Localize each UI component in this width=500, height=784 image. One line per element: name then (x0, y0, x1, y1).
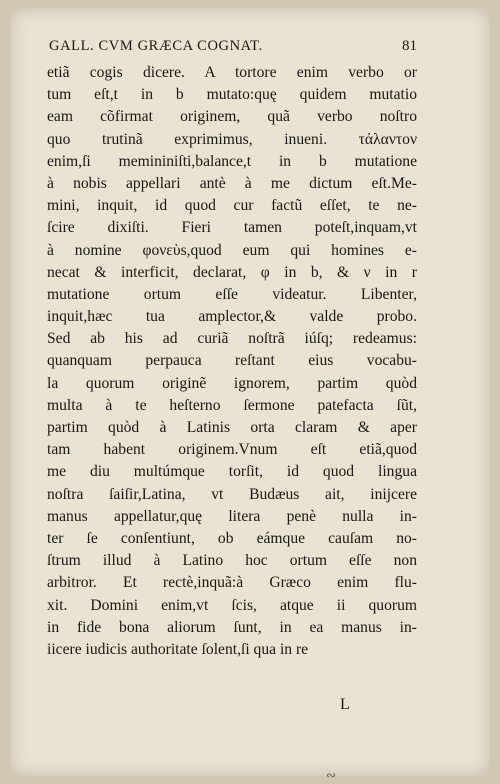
text-line: necat & interficit, declarat, φ in b, & ν in r (47, 263, 417, 281)
text-line: à nomine φονεὺs,quod eum qui homines e- (47, 241, 417, 259)
page-number: 81 (402, 38, 417, 54)
text-line: partim quòd à Latinis orta claram & aper (47, 419, 417, 436)
text-line: eam cõfirmat originem, quã verbo noſtro (47, 108, 417, 126)
text-line: in fide bona aliorum ſunt, in ea manus in- (47, 618, 417, 636)
text-line: enim,ſi memininiſti,balance,t in b mutatione (47, 152, 417, 170)
text-line: quanquam perpauca reſtant eius vocabu- (47, 352, 417, 370)
text-line: quo trutinã exprimimus, inueni. τάλαντον (47, 130, 417, 148)
text-line: me diu multúmque torſit, id quod lingua (47, 463, 417, 481)
text-line: etiã cogis dicere. A tortore enim verbo or (47, 64, 417, 81)
text-line: mini, inquit, id quod cur factũ eſſet, te ne- (47, 197, 417, 215)
text-block (47, 38, 417, 661)
text-line: ſcire dixiſti. Fieri tamen poteſt,inquam,vt (47, 219, 417, 237)
text-line: arbitror. Et rectè,inquã:à Græco enim flu- (47, 574, 417, 592)
text-line: tam habent originem.Vnum eſt etiã,quod (47, 441, 417, 459)
text-line: iicere iudicis authoritate ſolent,ſi qua in re (47, 640, 309, 658)
body-text (47, 62, 417, 661)
text-line: xit. Domini enim,vt ſcis, atque ii quorum (47, 596, 417, 614)
ink-mark-icon: ∾ (326, 768, 337, 782)
text-line: Sed ab his ad curiã noſtrã iúſq; redeamus: (47, 330, 417, 348)
text-line: multa à te heſterno ſermone patefacta ſũt, (47, 396, 417, 414)
signature-mark: L (340, 696, 350, 713)
text-line: à nobis appellari antè à me dictum eſt.Me- (47, 174, 417, 192)
text-line: la quorum originẽ ignorem, partim quòd (47, 374, 417, 392)
text-line: inquit,hæc tua amplector,& valde probo. (47, 308, 417, 326)
text-line: ſtrum illud à Latino hoc ortum eſſe non (47, 552, 417, 570)
running-head-title: GALL. CVM GRÆCA COGNAT. (49, 38, 263, 54)
book-page (10, 8, 490, 782)
text-line: mutatione ortum eſſe videatur. Libenter, (47, 285, 417, 303)
text-line: ter ſe conſentiunt, ob eámque cauſam no- (47, 529, 417, 547)
text-line: tum eſt,t in b mutato:quę quidem mutatio (47, 86, 417, 104)
text-line: noſtra ſaiſir,Latina, vt Budæus ait, inijcere (47, 485, 417, 503)
text-line: manus appellatur,quę litera penè nulla in- (47, 507, 417, 525)
running-head (47, 38, 417, 62)
